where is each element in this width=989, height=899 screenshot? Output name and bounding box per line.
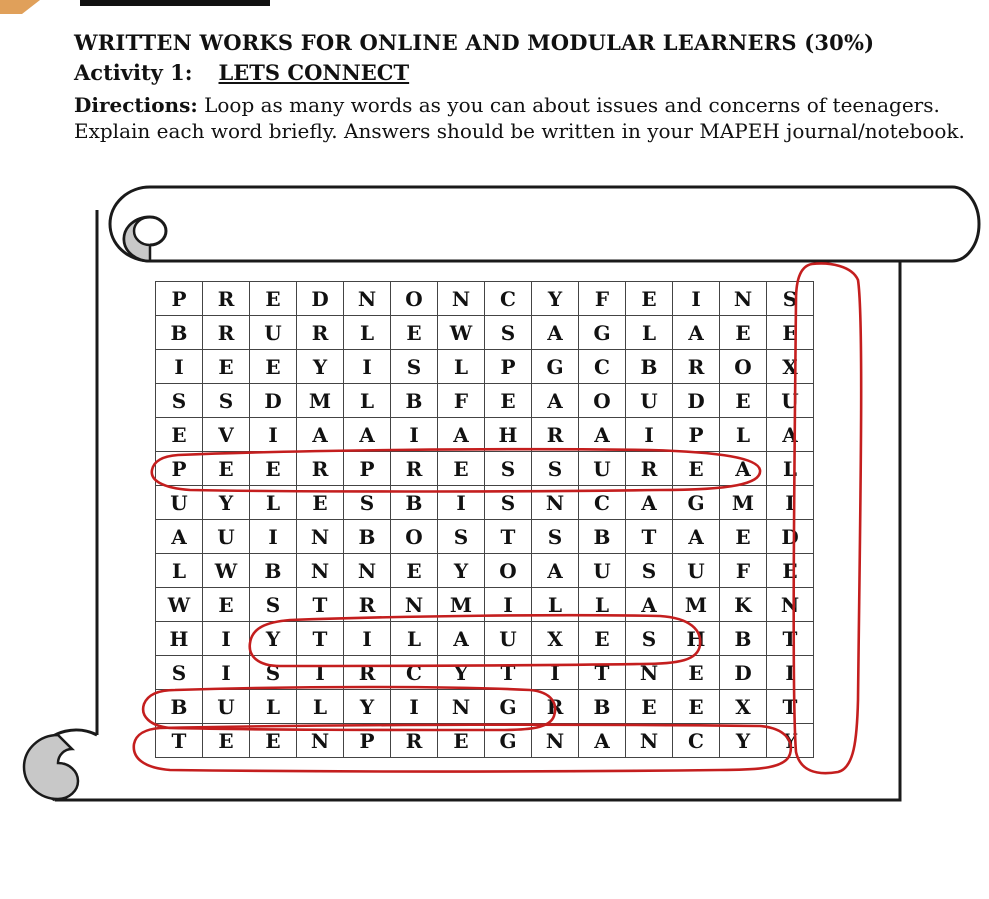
grid-cell: C (673, 724, 720, 758)
grid-cell: S (391, 350, 438, 384)
grid-cell: B (250, 554, 297, 588)
grid-cell: U (579, 554, 626, 588)
grid-cell: Y (250, 622, 297, 656)
grid-cell: U (156, 486, 203, 520)
directions-text: Loop as many words as you can about issues and concerns of teenagers. Explain each word briefly. Answers should be written in your MAPEH journal/notebook. (74, 93, 965, 143)
grid-cell: B (156, 690, 203, 724)
grid-cell: T (626, 520, 673, 554)
grid-cell: L (532, 588, 579, 622)
grid-cell: B (344, 520, 391, 554)
grid-cell: S (532, 520, 579, 554)
grid-cell: H (485, 418, 532, 452)
grid-row (156, 384, 814, 418)
grid-cell: I (250, 520, 297, 554)
grid-cell: E (203, 452, 250, 486)
grid-cell: S (626, 622, 673, 656)
grid-cell: A (720, 452, 767, 486)
grid-cell: K (720, 588, 767, 622)
grid-cell: N (720, 282, 767, 316)
grid-row (156, 622, 814, 656)
grid-cell: T (485, 656, 532, 690)
grid-cell: L (626, 316, 673, 350)
grid-row (156, 486, 814, 520)
grid-cell: U (203, 520, 250, 554)
grid-cell: E (156, 418, 203, 452)
grid-cell: S (156, 384, 203, 418)
grid-cell: I (391, 690, 438, 724)
grid-cell: V (203, 418, 250, 452)
grid-cell: R (532, 690, 579, 724)
grid-cell: F (579, 282, 626, 316)
grid-cell: R (203, 282, 250, 316)
grid-cell: I (532, 656, 579, 690)
grid-cell: P (344, 724, 391, 758)
grid-cell: A (532, 384, 579, 418)
grid-cell: T (767, 622, 814, 656)
grid-cell: E (767, 554, 814, 588)
grid-cell: A (673, 316, 720, 350)
grid-cell: E (673, 690, 720, 724)
grid-cell: C (579, 486, 626, 520)
grid-cell: P (485, 350, 532, 384)
grid-cell: W (156, 588, 203, 622)
grid-cell: E (720, 316, 767, 350)
grid-cell: E (203, 588, 250, 622)
grid-cell: S (485, 486, 532, 520)
grid-cell: E (250, 282, 297, 316)
grid-cell: E (438, 724, 485, 758)
grid-cell: U (626, 384, 673, 418)
grid-row (156, 554, 814, 588)
grid-cell: B (391, 486, 438, 520)
grid-cell: X (720, 690, 767, 724)
grid-cell: I (344, 622, 391, 656)
grid-cell: A (156, 520, 203, 554)
grid-cell: E (673, 452, 720, 486)
grid-cell: P (344, 452, 391, 486)
grid-cell: Y (203, 486, 250, 520)
grid-cell: D (720, 656, 767, 690)
grid-cell: N (297, 554, 344, 588)
grid-row (156, 588, 814, 622)
grid-cell: U (250, 316, 297, 350)
grid-cell: G (485, 690, 532, 724)
grid-cell: Y (297, 350, 344, 384)
grid-cell: S (485, 452, 532, 486)
grid-cell: S (203, 384, 250, 418)
grid-cell: L (579, 588, 626, 622)
grid-cell: E (720, 520, 767, 554)
grid-cell: A (579, 724, 626, 758)
grid-cell: B (156, 316, 203, 350)
grid-cell: L (250, 690, 297, 724)
grid-cell: O (485, 554, 532, 588)
grid-cell: L (767, 452, 814, 486)
activity-label: Activity 1: (74, 60, 193, 85)
grid-cell: E (250, 452, 297, 486)
grid-cell: T (485, 520, 532, 554)
grid-cell: N (344, 282, 391, 316)
grid-cell: I (250, 418, 297, 452)
activity-title: LETS CONNECT (218, 60, 410, 85)
grid-cell: E (250, 350, 297, 384)
grid-cell: G (532, 350, 579, 384)
grid-cell: S (250, 656, 297, 690)
grid-cell: T (579, 656, 626, 690)
grid-cell: N (438, 282, 485, 316)
grid-cell: O (391, 282, 438, 316)
grid-cell: E (485, 384, 532, 418)
grid-cell: G (579, 316, 626, 350)
grid-cell: A (297, 418, 344, 452)
grid-cell: L (391, 622, 438, 656)
grid-cell: G (485, 724, 532, 758)
grid-row (156, 520, 814, 554)
grid-cell: E (579, 622, 626, 656)
grid-cell: R (344, 656, 391, 690)
grid-cell: B (579, 520, 626, 554)
grid-cell: R (673, 350, 720, 384)
grid-cell: N (438, 690, 485, 724)
grid-cell: S (626, 554, 673, 588)
page-heading: WRITTEN WORKS FOR ONLINE AND MODULAR LEARNERS (30%) (74, 30, 875, 55)
grid-cell: S (485, 316, 532, 350)
grid-cell: L (344, 316, 391, 350)
grid-row (156, 418, 814, 452)
grid-cell: S (250, 588, 297, 622)
grid-cell: D (297, 282, 344, 316)
grid-cell: M (297, 384, 344, 418)
grid-cell: S (156, 656, 203, 690)
word-search-grid (155, 281, 814, 758)
grid-cell: I (626, 418, 673, 452)
grid-cell: L (250, 486, 297, 520)
grid-cell: C (579, 350, 626, 384)
grid-cell: O (579, 384, 626, 418)
grid-cell: Y (767, 724, 814, 758)
grid-cell: E (391, 316, 438, 350)
grid-cell: S (532, 452, 579, 486)
grid-cell: L (344, 384, 391, 418)
grid-row (156, 690, 814, 724)
grid-cell: T (156, 724, 203, 758)
grid-cell: B (579, 690, 626, 724)
grid-row (156, 350, 814, 384)
grid-cell: E (203, 350, 250, 384)
grid-cell: U (485, 622, 532, 656)
grid-cell: I (767, 656, 814, 690)
grid-cell: R (391, 452, 438, 486)
grid-cell: E (626, 282, 673, 316)
grid-cell: R (344, 588, 391, 622)
grid-cell: M (720, 486, 767, 520)
grid-cell: B (391, 384, 438, 418)
grid-cell: Y (532, 282, 579, 316)
grid-cell: I (344, 350, 391, 384)
grid-cell: A (673, 520, 720, 554)
grid-cell: D (767, 520, 814, 554)
grid-cell: I (203, 656, 250, 690)
grid-cell: L (438, 350, 485, 384)
grid-cell: N (297, 724, 344, 758)
grid-cell: C (485, 282, 532, 316)
grid-cell: A (626, 588, 673, 622)
grid-cell: U (579, 452, 626, 486)
grid-cell: L (720, 418, 767, 452)
grid-cell: I (673, 282, 720, 316)
grid-cell: E (250, 724, 297, 758)
grid-cell: N (391, 588, 438, 622)
grid-cell: A (532, 316, 579, 350)
grid-cell: I (156, 350, 203, 384)
grid-cell: N (626, 656, 673, 690)
grid-cell: E (203, 724, 250, 758)
grid-cell: A (579, 418, 626, 452)
grid-cell: T (297, 622, 344, 656)
grid-cell: L (156, 554, 203, 588)
grid-row (156, 656, 814, 690)
grid-cell: H (673, 622, 720, 656)
grid-cell: O (720, 350, 767, 384)
grid-cell: A (438, 418, 485, 452)
grid-cell: E (720, 384, 767, 418)
grid-cell: R (203, 316, 250, 350)
grid-cell: A (532, 554, 579, 588)
grid-cell: P (156, 452, 203, 486)
grid-cell: R (391, 724, 438, 758)
grid-cell: M (438, 588, 485, 622)
grid-cell: I (391, 418, 438, 452)
grid-cell: G (673, 486, 720, 520)
grid-cell: E (767, 316, 814, 350)
grid-row (156, 282, 814, 316)
grid-cell: E (297, 486, 344, 520)
grid-cell: M (673, 588, 720, 622)
grid-cell: T (297, 588, 344, 622)
grid-cell: B (626, 350, 673, 384)
grid-row (156, 724, 814, 758)
grid-cell: N (532, 724, 579, 758)
grid-cell: A (344, 418, 391, 452)
grid-cell: A (767, 418, 814, 452)
grid-cell: X (532, 622, 579, 656)
grid-cell: I (438, 486, 485, 520)
grid-cell: Y (344, 690, 391, 724)
grid-cell: C (391, 656, 438, 690)
grid-cell: R (297, 316, 344, 350)
grid-cell: Y (438, 656, 485, 690)
grid-cell: E (673, 656, 720, 690)
grid-cell: E (438, 452, 485, 486)
grid-cell: F (720, 554, 767, 588)
bottom-curl-shade (24, 735, 78, 799)
grid-cell: O (391, 520, 438, 554)
grid-cell: U (767, 384, 814, 418)
grid-cell: D (673, 384, 720, 418)
grid-cell: I (767, 486, 814, 520)
grid-cell: F (438, 384, 485, 418)
grid-cell: D (250, 384, 297, 418)
grid-cell: N (297, 520, 344, 554)
directions-label: Directions: (74, 93, 198, 117)
grid-cell: E (626, 690, 673, 724)
grid-cell: A (438, 622, 485, 656)
grid-cell: W (203, 554, 250, 588)
grid-cell: R (626, 452, 673, 486)
grid-cell: R (297, 452, 344, 486)
grid-cell: H (156, 622, 203, 656)
grid-cell: X (767, 350, 814, 384)
grid-cell: U (203, 690, 250, 724)
grid-cell: E (391, 554, 438, 588)
grid-cell: I (297, 656, 344, 690)
grid-cell: I (203, 622, 250, 656)
grid-cell: B (720, 622, 767, 656)
grid-cell: L (297, 690, 344, 724)
grid-cell: N (532, 486, 579, 520)
grid-row (156, 316, 814, 350)
grid-cell: R (532, 418, 579, 452)
grid-cell: I (485, 588, 532, 622)
grid-cell: Y (438, 554, 485, 588)
grid-cell: A (626, 486, 673, 520)
grid-cell: P (673, 418, 720, 452)
grid-cell: P (156, 282, 203, 316)
grid-cell: S (767, 282, 814, 316)
grid-cell: T (767, 690, 814, 724)
grid-cell: N (344, 554, 391, 588)
grid-cell: Y (720, 724, 767, 758)
grid-cell: W (438, 316, 485, 350)
grid-row (156, 452, 814, 486)
grid-cell: N (626, 724, 673, 758)
grid-cell: S (438, 520, 485, 554)
grid-cell: U (673, 554, 720, 588)
grid-cell: S (344, 486, 391, 520)
grid-cell: N (767, 588, 814, 622)
